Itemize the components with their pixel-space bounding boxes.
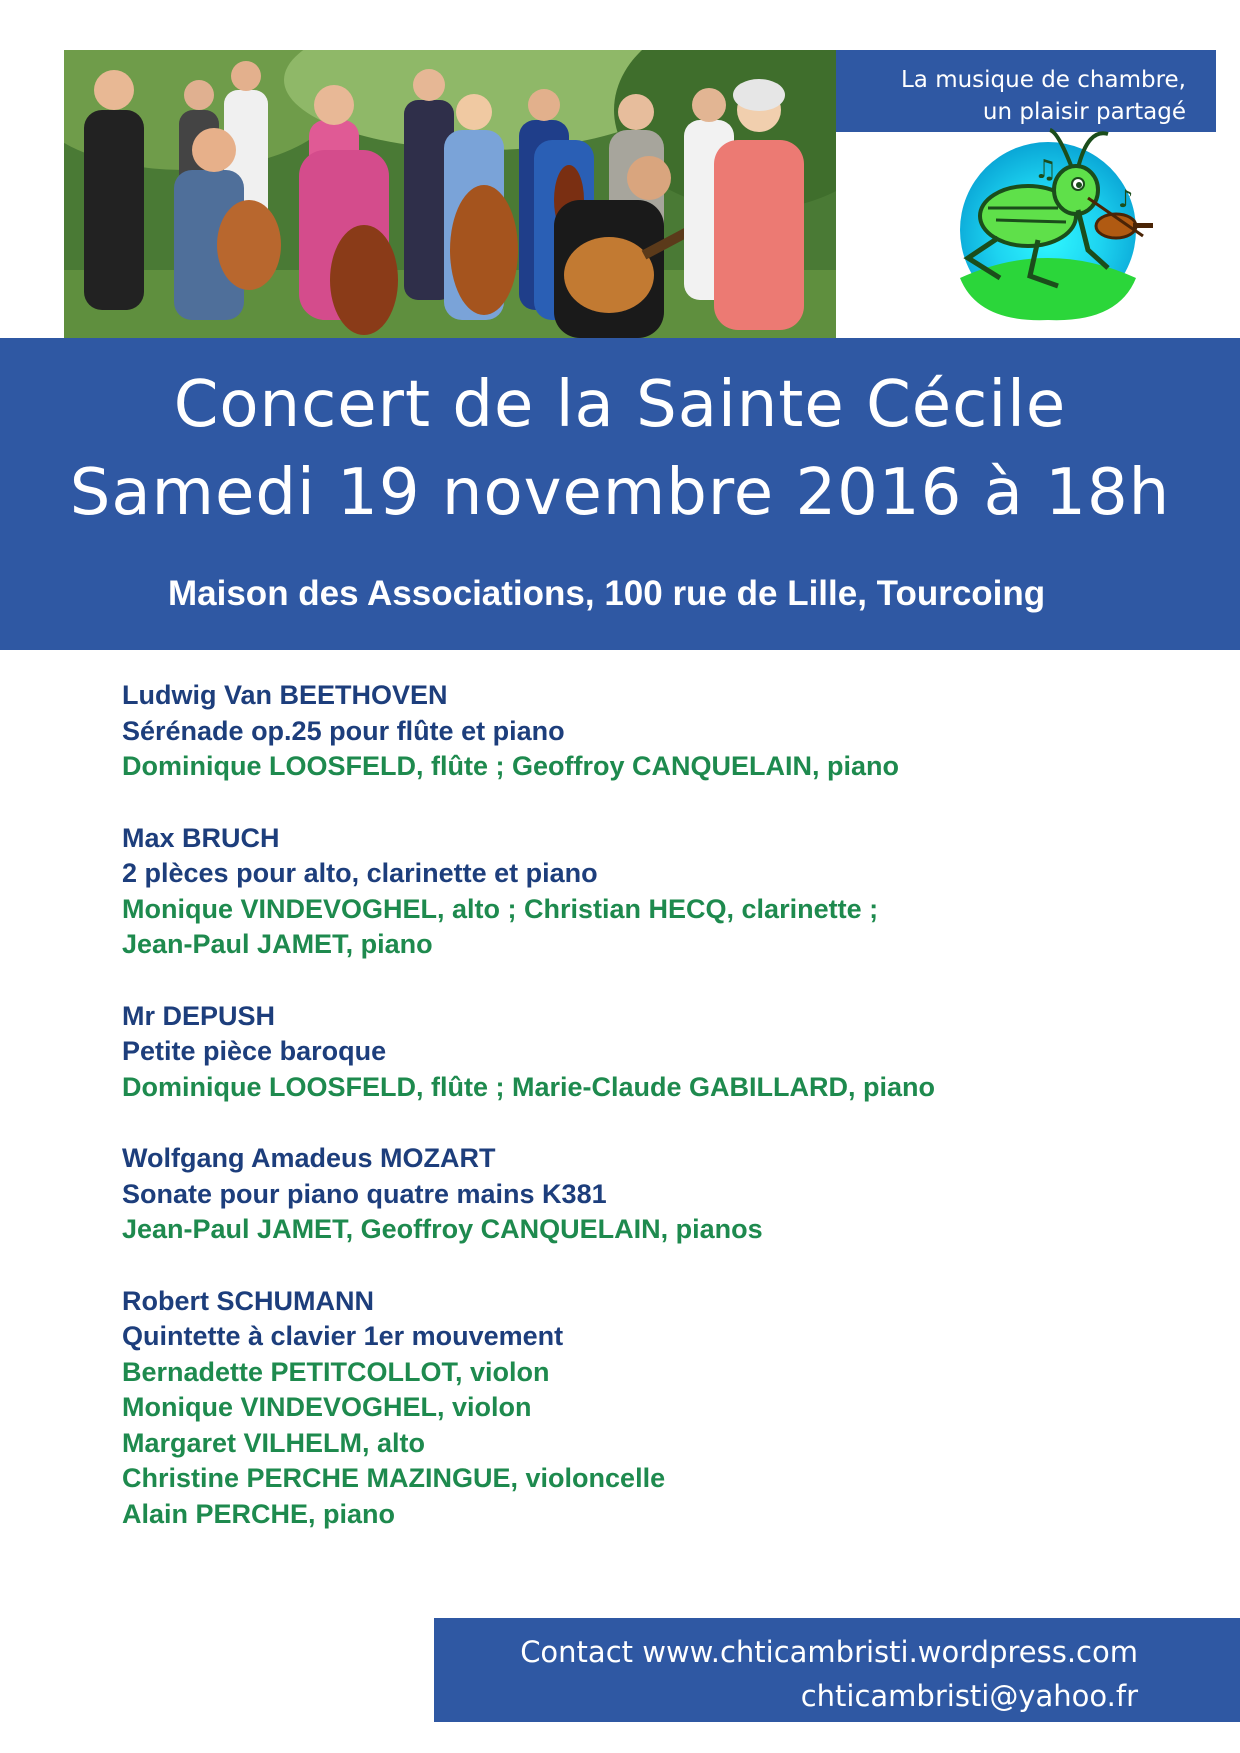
group-photo <box>64 50 836 338</box>
work-title: 2 plèces pour alto, clarinette et piano <box>122 858 598 888</box>
tagline-line-2: un plaisir partagé <box>982 99 1186 125</box>
concert-title: Concert de la Sainte Cécile <box>173 368 1067 442</box>
performers-line: Monique VINDEVOGHEL, alto ; Christian HECQ, clarinette ; <box>122 893 879 924</box>
composer-name: Mr DEPUSH <box>122 1000 276 1031</box>
performers-line: Jean-Paul JAMET, Geoffroy CANQUELAIN, pianos <box>122 1214 763 1244</box>
program-list <box>122 678 1172 1568</box>
concert-venue: Maison des Associations, 100 rue de Lille, Tourcoing <box>168 574 1046 613</box>
music-note-icon: ♫ <box>1034 155 1058 185</box>
program-item <box>122 999 1172 1106</box>
program-item <box>122 1284 1172 1533</box>
performers-line: Bernadette PETITCOLLOT, violon <box>122 1356 550 1387</box>
concert-date: Samedi 19 novembre 2016 à 18h <box>69 456 1171 530</box>
performers-line: Jean-Paul JAMET, piano <box>122 929 433 959</box>
performers-line: Dominique LOOSFELD, flûte ; Marie-Claude GABILLARD, piano <box>122 1071 936 1102</box>
performers-line: Monique VINDEVOGHEL, violon <box>122 1392 532 1422</box>
performers-line: Dominique LOOSFELD, flûte ; Geoffroy CANQUELAIN, piano <box>122 751 899 781</box>
work-title: Petite pièce baroque <box>122 1036 387 1066</box>
title-banner <box>0 338 1240 650</box>
composer-name: Robert SCHUMANN <box>122 1285 374 1316</box>
program-item <box>122 821 1172 963</box>
performers-line: Christine PERCHE MAZINGUE, violoncelle <box>122 1463 666 1493</box>
tagline-line-1: La musique de chambre, <box>900 67 1186 93</box>
composer-name: Wolfgang Amadeus MOZART <box>122 1143 496 1173</box>
composer-name: Ludwig Van BEETHOVEN <box>122 680 448 710</box>
work-title: Sérénade op.25 pour flûte et piano <box>122 715 565 746</box>
work-title: Sonate pour piano quatre mains K381 <box>122 1178 607 1209</box>
composer-name: Max BRUCH <box>122 822 280 853</box>
contact-email[interactable]: chticambristi@yahoo.fr <box>800 1679 1138 1713</box>
program-item <box>122 1141 1172 1248</box>
tagline-box <box>836 50 1216 132</box>
contact-box <box>434 1618 1240 1722</box>
contact-website[interactable]: Contact www.chticambristi.wordpress.com <box>520 1635 1138 1669</box>
music-note-icon: ♪ <box>1118 185 1134 213</box>
program-item <box>122 678 1172 785</box>
work-title: Quintette à clavier 1er mouvement <box>122 1321 564 1351</box>
performers-line: Margaret VILHELM, alto <box>122 1427 426 1458</box>
performers-line: Alain PERCHE, piano <box>122 1498 396 1529</box>
